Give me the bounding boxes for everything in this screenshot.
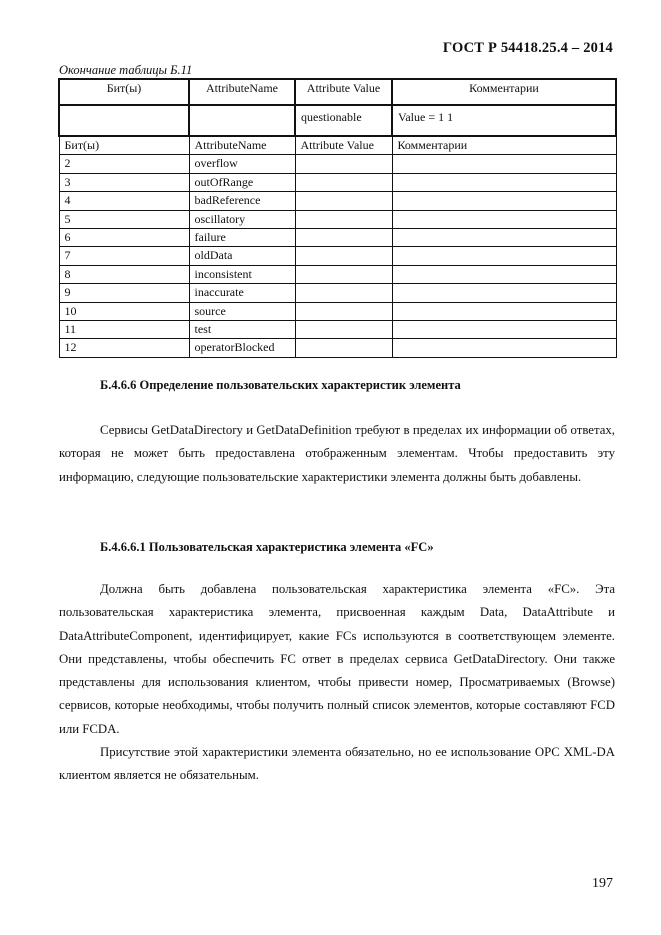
table-cell [392, 284, 616, 302]
table-cell: oscillatory [189, 210, 295, 228]
paragraph-text: Сервисы GetDataDirectory и GetDataDefinition требуют в пределах их информации об ответах, которая не может быть предоставлена отображенным элементам. Чтобы предоставить эту информацию, следующие пользовательские характеристики элемента должны быть добавлены. [59, 423, 615, 484]
paragraph-text: Присутствие этой характеристики элемента обязательно, но ее использование OPC XML-DA клиентом является не обязательным. [59, 745, 615, 783]
table-cell [59, 105, 189, 136]
table-cell: 6 [59, 228, 189, 246]
table-cell: source [189, 302, 295, 320]
table-cell: Value = 1 1 [392, 105, 616, 136]
table-cell [295, 228, 392, 246]
section-heading-b4-6-6-1: Б.4.6.6.1 Пользовательская характеристика элемента «FC» [100, 540, 434, 554]
table-cell: badReference [189, 192, 295, 210]
table-cell: outOfRange [189, 173, 295, 191]
table-cell: test [189, 320, 295, 338]
table-qualifier-row [59, 105, 616, 136]
table-row [59, 320, 616, 338]
table-cell: 8 [59, 265, 189, 283]
table-row [59, 302, 616, 320]
table-cell [392, 247, 616, 265]
table-cell: failure [189, 228, 295, 246]
table-cell [392, 155, 616, 173]
table-cell [295, 210, 392, 228]
table-row [59, 192, 616, 210]
table-cell: 7 [59, 247, 189, 265]
table-cell: operatorBlocked [189, 339, 295, 357]
section-paragraph [59, 419, 615, 489]
table-row [59, 247, 616, 265]
page-number: 197 [592, 876, 613, 891]
table-row [59, 284, 616, 302]
section-paragraph [59, 578, 615, 788]
table-cell: overflow [189, 155, 295, 173]
table-cell [295, 302, 392, 320]
table-cell: 2 [59, 155, 189, 173]
table-row [59, 173, 616, 191]
table-cell [392, 339, 616, 357]
table-cell [392, 228, 616, 246]
table-row [59, 228, 616, 246]
sub-header-bits: Бит(ы) [59, 136, 189, 155]
table-cell [295, 247, 392, 265]
table-cell: inconsistent [189, 265, 295, 283]
table-cell [392, 265, 616, 283]
table-cell [295, 339, 392, 357]
col-header-bits: Бит(ы) [59, 79, 189, 105]
table-cell [295, 284, 392, 302]
table-cell: 5 [59, 210, 189, 228]
table-cell [295, 265, 392, 283]
table-cell: 12 [59, 339, 189, 357]
table-cell: questionable [295, 105, 392, 136]
table-cell: 10 [59, 302, 189, 320]
table-cell [295, 155, 392, 173]
table-cell: 11 [59, 320, 189, 338]
table-caption: Окончание таблицы Б.11 [59, 63, 193, 77]
table-cell: oldData [189, 247, 295, 265]
table-b11 [58, 78, 617, 358]
table-cell: inaccurate [189, 284, 295, 302]
table-row [59, 339, 616, 357]
table-sub-header-row [59, 136, 616, 155]
table-cell [392, 173, 616, 191]
table-cell: 4 [59, 192, 189, 210]
sub-header-comments: Комментарии [392, 136, 616, 155]
paragraph-text: Должна быть добавлена пользовательская характеристика элемента «FC». Эта пользовательская характеристика элемента, присвоенная каждым Data, DataAttribute и DataAttributeComponent, идентифицирует, какие FCs используются в соответствующем элементе. Они представлены, чтобы обеспечить FC ответ в пределах сервиса GetDataDirectory. Они также представлены для использования клиентом, чтобы привести номер, Просматриваемых (Browse) сервисов, которые необходимы, чтобы получить полный список элементов, которые составляют FCD или FCDA. [59, 582, 615, 736]
col-header-attribute-value: Attribute Value [295, 79, 392, 105]
table-cell: 3 [59, 173, 189, 191]
table-cell [392, 320, 616, 338]
col-header-comments: Комментарии [392, 79, 616, 105]
table-cell [295, 320, 392, 338]
table-cell [392, 192, 616, 210]
table-row [59, 155, 616, 173]
sub-header-attribute-name: AttributeName [189, 136, 295, 155]
table-cell [295, 192, 392, 210]
table-cell [392, 210, 616, 228]
table-cell [392, 302, 616, 320]
table-cell: 9 [59, 284, 189, 302]
sub-header-attribute-value: Attribute Value [295, 136, 392, 155]
col-header-attribute-name: AttributeName [189, 79, 295, 105]
table-row [59, 265, 616, 283]
table-cell [189, 105, 295, 136]
table-top-header-row [59, 79, 616, 105]
table-cell [295, 173, 392, 191]
table-row [59, 210, 616, 228]
section-heading-b4-6-6: Б.4.6.6 Определение пользовательских характеристик элемента [100, 378, 461, 392]
document-header: ГОСТ Р 54418.25.4 – 2014 [442, 40, 613, 56]
